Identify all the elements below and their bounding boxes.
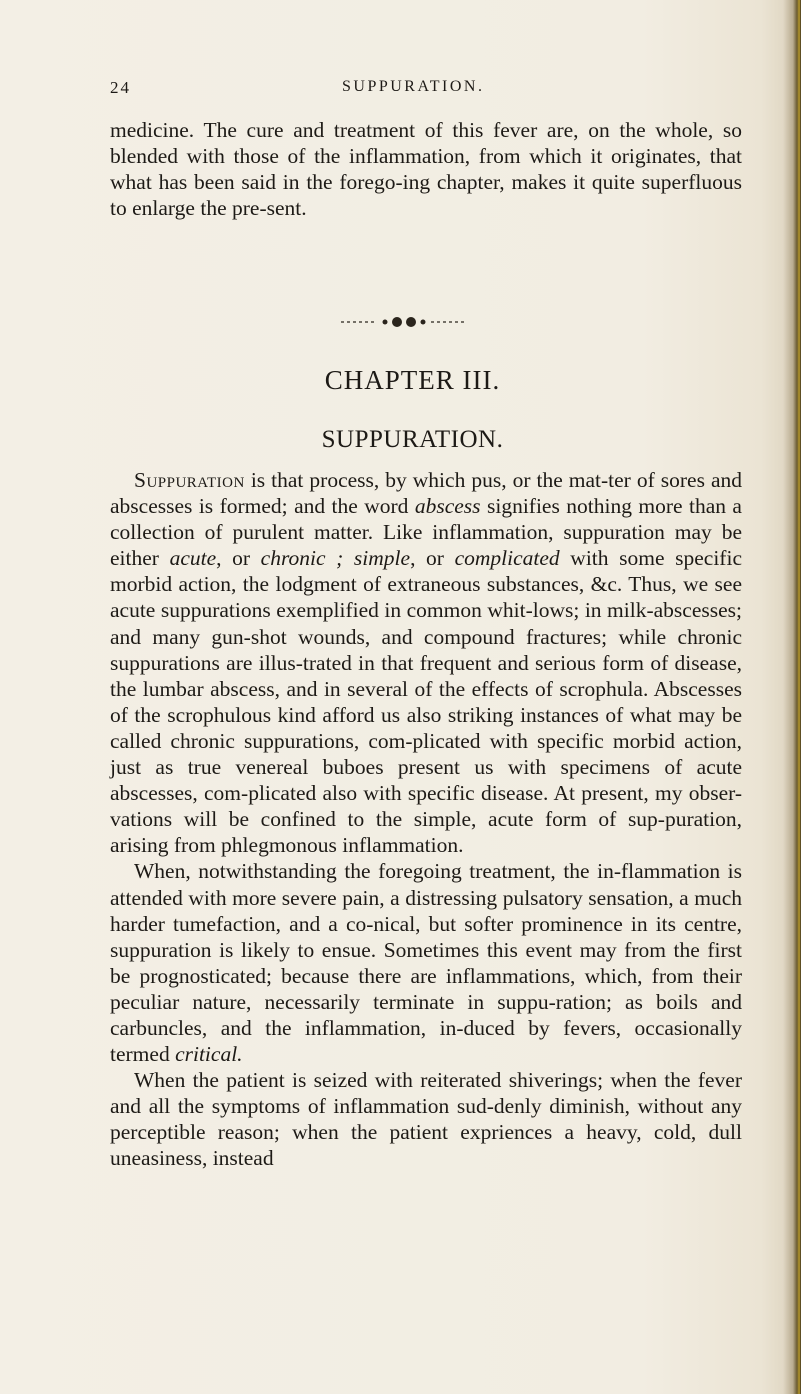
- paragraph-text: When, notwithstanding the foregoing treatment, the in-flammation is attended with more severe pain, a distressing pulsatory sensation, a much harder tumefaction, and a co-nical, but softer prominence in its centre, suppuration is likely to ensue. Sometimes this event may from the first be prognosticated; because there are inflammations, which, from their peculiar nature, necessarily terminate in suppu-ration; as boils and carbuncles, and the inflammation, in-duced by fevers, occasionally termed: [110, 859, 742, 1067]
- chapter-ornament-icon: [337, 312, 477, 332]
- chapter-heading: CHAPTER III.: [324, 365, 501, 395]
- italic-term: abscess: [414, 494, 481, 519]
- paragraph-text: When the patient is seized with reiterated shiverings; when the fever and all the symptoms of inflammation sud-denly diminish, without any perceptible reason; when the patient expriences a heavy, cold, dull uneasiness, instead: [110, 1068, 742, 1171]
- paragraph-text: , or: [216, 546, 261, 571]
- paragraph-text: signifies nothing more than a collection of purulent matter. Like inflammation, suppuration may be either: [110, 494, 742, 571]
- chapter-body: [110, 467, 742, 1172]
- page-edge-shadow: [783, 0, 801, 1394]
- opening-paragraph: [110, 117, 742, 221]
- paragraph-text: , or: [410, 546, 455, 571]
- page-number: 24: [110, 78, 131, 97]
- italic-term: complicated: [454, 546, 560, 571]
- paragraph-text: with some specific morbid action, the lodgment of extraneous substances, &c. Thus, we see acute suppurations exemplified in common whit-lows; in milk-abscesses; and many gun-shot wounds, and compound fractures; while chronic suppurations are illus-trated in that frequent and serious form of disease, the lumbar abscess, and in several of the effects of scrophula. Abscesses of the scrophulous kind afford us also striking instances of what may be called chronic suppurations, com-plicated with specific morbid action, just as true venereal buboes present us with specimens of acute abscesses, com-plicated also with specific disease. At present, my obser-vations will be confined to the simple, acute form of sup-puration, arising from phlegmonous inflammation.: [110, 546, 742, 858]
- italic-term: chronic ; simple: [260, 546, 411, 571]
- running-title: SUPPURATION.: [342, 78, 485, 95]
- paragraph-text: is that process, by which pus, or the mat-ter of sores and abscesses is formed; and the word: [110, 468, 742, 519]
- italic-term: acute: [169, 546, 217, 571]
- running-head: [110, 78, 750, 104]
- paragraph-signs: [110, 858, 742, 1067]
- paragraph-definition: [110, 467, 742, 858]
- paragraph-symptoms: [110, 1067, 742, 1171]
- chapter-title: SUPPURATION.: [321, 426, 504, 453]
- paragraph-lead-word: Suppuration: [134, 468, 245, 492]
- italic-term: critical.: [175, 1042, 243, 1067]
- opening-paragraph-text: medicine. The cure and treatment of this fever are, on the whole, so blended with those of the inflammation, from which it originates, that what has been said in the forego-ing chapter, makes it quite superfluous to enlarge the pre-sent.: [110, 118, 742, 221]
